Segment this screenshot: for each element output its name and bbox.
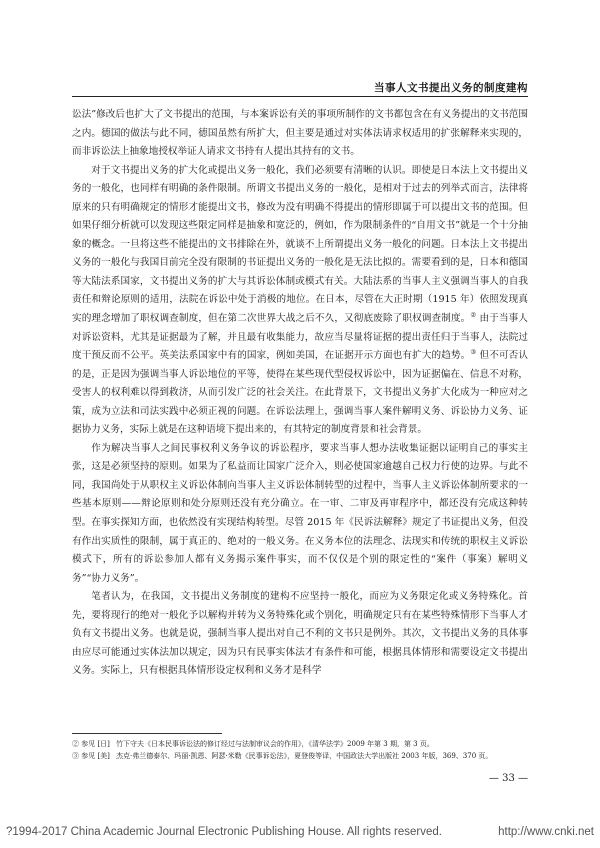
footnotes [72,739,528,762]
paragraph-2-part-3: 但不可否认的是，正是因为强调当事人诉讼地位的平等，使得在某些现代型侵权诉讼中，因为证据偏在、信息不对称，受害人的权利难以得到救济，从而引发广泛的社会关注。在此背景下，文书提出义务扩大化成为一种应对之策，成为立法和司法实践中必须正视的问题。在诉讼法理上，强调当事人案件解明义务、诉讼协力义务、证据协力义务，实际上就是在这种语境下提出来的，有其特定的制度背景和社会背景。 [72,350,528,436]
footnote-2 [72,739,528,751]
footnote-3-mark: ③ 参见 [美] [72,751,110,760]
paragraph-4: 笔者认为，在我国，文书提出义务制度的建构不应坚持一般化，而应为义务限定化或义务特殊化。首先，要将现行的绝对一般化予以解构并转为义务特殊化或个别化，明确规定只有在某些特殊情形下当事人才负有文书提出义务。也就是说，强制当事人提出对自己不利的文书只是例外。其次，文书提出义务的具体事由应尽可能通过实体法加以规定，因为只有民事实体法才有条件和可能，根据具体情形和需要设定文书提出义务。实际上，只有根据具体情形设定权利和义务才是科学 [72,591,528,677]
footnote-2-mark: ② 参见 [日] [72,740,110,748]
cnki-link[interactable]: http://www.cnki.net [498,826,594,838]
paragraph-2-part-2: 由于当事人对诉讼资料，尤其是证据最为了解，并且最有收集能力，故应当尽量将证据的提出责任归于当事人，法院过度干预反而不公平。英美法系国家中有的国家，例如美国，在证据开示方面也有扩大的趋势。 [72,313,528,362]
footnote-ref-2: ② [470,310,477,319]
page-number: — 33 — [488,773,528,784]
paragraph-2-part-1: 对于文书提出义务的扩大化或提出义务一般化，我们必须要有清晰的认识。即使是日本法上文书提出义务的一般化，也同样有明确的条件限制。所谓文书提出义务的一般化，是相对于过去的列举式而言，法律将原来的只有明确规定的情形才能提出文书，修改为没有明确不得提出的情形即属于可以提出文书的范围。但如果仔细分析就可以发现这些限定同样是抽象和宽泛的，例如，作为限制条件的“自用文书”就是一个十分抽象的概念。一旦将这些不能提出的文书排除在外，就谈不上所谓提出义务一般化的问题。日本法上文书提出义务的一般化与我国目前完全没有限制的书证提出义务的一般化是无法比拟的。需要看到的是，日本和德国等大陆法系国家，文书提出义务的扩大与其诉讼体制或模式有关。大陆法系的当事人主义强调当事人的自我责任和辩论原则的适用，法院在诉讼中处于消极的地位。在日本，尽管在大正时期（1915 年）依照发现真实的理念增加了职权调查制度，但在第二次世界大战之后不久，又彻底废除了职权调查制度。 [72,164,528,325]
footnote-2-text: 竹下守夫《日本民事诉讼法的修订经过与法制审议会的作用》，《清华法学》2009 年第 3 期，第 3 页。 [116,740,434,748]
running-title: 当事人文书提出义务的制度建构 [374,82,528,94]
paragraph-1: 讼法”修改后也扩大了文书提出的范围，与本案诉讼有关的事项所制作的文书都包含在有义务提出的文书范围之内。德国的做法与此不同，德国虽然有所扩大，但主要是通过对实体法请求权适用的扩张解释来实现的，而非诉讼法上抽象地授权举证人请求文书持有人提出其持有的文书。 [72,109,528,158]
copyright-notice: ?1994-2017 China Academic Journal Electronic Publishing House. All rights reserved. [6,826,442,838]
paragraph-3: 作为解决当事人之间民事权利义务争议的诉讼程序，要求当事人想办法收集证据以证明自己的事实主张，这是必须坚持的原则。如果为了私益而让国家广泛介入，则必使国家逾越自己权力行使的边界。与此不同，我国尚处于从职权主义诉讼体制向当事人主义诉讼体制转型的过程中，当事人主义诉讼体制所要求的一些基本原则——辩论原则和处分原则还没有充分确立。在一审、二审及再审程序中，都还没有完成这种转型。在事实探知方面，也依然没有实现结构转型。尽管 2015 年《民诉法解释》规定了书证提出义务，但没有作出实质性的限制，属于真正的、绝对的一般义务。在义务本位的法理念、法现实和传统的职权主义诉讼模式下，所有的诉讼参加人都有义务揭示案件事实，而不仅仅是个别的限定性的“案件（事案）解明义务”“协力义务”。 [72,442,528,584]
main-text [72,106,528,681]
header-rule [72,96,528,97]
copyright-bar [6,826,594,838]
footnote-ref-3: ③ [470,347,477,356]
footnote-3 [72,751,528,763]
footnote-rule [72,733,222,734]
paragraph-2 [72,162,528,440]
footnote-3-text: 杰克·弗兰德泰尔、玛丽·凯恩、阿瑟·米勒《民事诉讼法》，夏登俊等译，中国政法大学出版社 2003 年版，369、370 页。 [116,751,493,760]
